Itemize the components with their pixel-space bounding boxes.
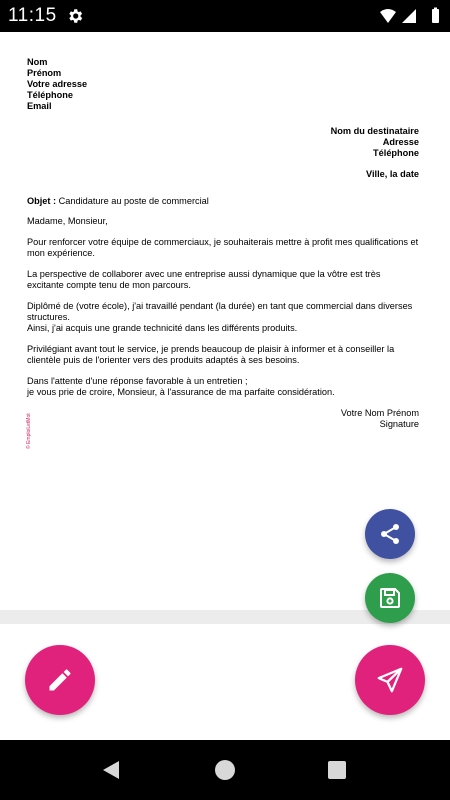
paper-plane-icon: [375, 665, 405, 695]
sender-block: [27, 57, 419, 112]
settings-gear-icon: [66, 7, 84, 25]
paragraph: Privilégiant avant tout le service, je prends beaucoup de plaisir à informer et à conseiller la clientèle puis de l'orienter vers des produits adaptés à ses besoins.: [27, 344, 395, 365]
city-date: Ville, la date: [366, 169, 419, 179]
watermark: © EmploiLetMot: [26, 413, 32, 449]
recipient-line: Adresse: [382, 137, 419, 147]
letter-content: [27, 57, 419, 430]
cellular-signal-icon: [402, 9, 416, 23]
sender-line: Nom: [27, 57, 48, 67]
share-button[interactable]: [365, 509, 415, 559]
battery-icon: [432, 9, 439, 23]
paragraph-line: Ainsi, j'ai acquis une grande technicité dans les différents produits.: [27, 323, 298, 333]
signature-label: Signature: [379, 419, 419, 429]
sender-line: Prénom: [27, 68, 62, 78]
paragraph: [27, 376, 419, 398]
paragraph: La perspective de collaborer avec une entreprise aussi dynamique que la vôtre est très excitante compte tenu de mon parcours.: [27, 269, 381, 290]
status-time: 11:15: [8, 5, 57, 26]
signature-name: Votre Nom Prénom: [340, 408, 419, 418]
navigation-bar: [0, 740, 450, 800]
recent-apps-icon[interactable]: [328, 761, 346, 779]
recipient-line: Nom du destinataire: [330, 126, 419, 136]
signature-block: [27, 408, 419, 430]
paragraph-line: Diplômé de (votre école), j'ai travaillé pendant (la durée) en tant que commercial dans diverses structures.: [27, 301, 413, 322]
send-button[interactable]: [355, 645, 425, 715]
paragraph-line: Dans l'attente d'une réponse favorable à un entretien ;: [27, 376, 248, 386]
sender-line: Téléphone: [27, 90, 73, 100]
edit-button[interactable]: [25, 645, 95, 715]
paragraph-line: je vous prie de croire, Monsieur, à l'assurance de ma parfaite considération.: [27, 387, 335, 397]
wifi-icon: [380, 9, 396, 23]
subject-label: Objet :: [27, 196, 57, 206]
subject-line: [27, 196, 419, 207]
salutation: Madame, Monsieur,: [27, 216, 108, 226]
save-button[interactable]: [365, 573, 415, 623]
recipient-line: Téléphone: [373, 148, 419, 158]
home-icon[interactable]: [215, 760, 235, 780]
subject-text: Candidature au poste de commercial: [56, 196, 209, 206]
recipient-block: [27, 126, 419, 159]
status-bar: [0, 0, 450, 32]
back-icon[interactable]: [100, 759, 122, 781]
paragraph: Pour renforcer votre équipe de commerciaux, je souhaiterais mettre à profit mes qualifications et mon expérience.: [27, 237, 419, 258]
status-icons: [378, 7, 444, 25]
sender-line: Votre adresse: [27, 79, 88, 89]
pencil-icon: [46, 666, 74, 694]
paragraph: [27, 301, 419, 334]
floppy-disk-icon: [378, 586, 402, 610]
share-icon: [378, 522, 402, 546]
sender-line: Email: [27, 101, 52, 111]
